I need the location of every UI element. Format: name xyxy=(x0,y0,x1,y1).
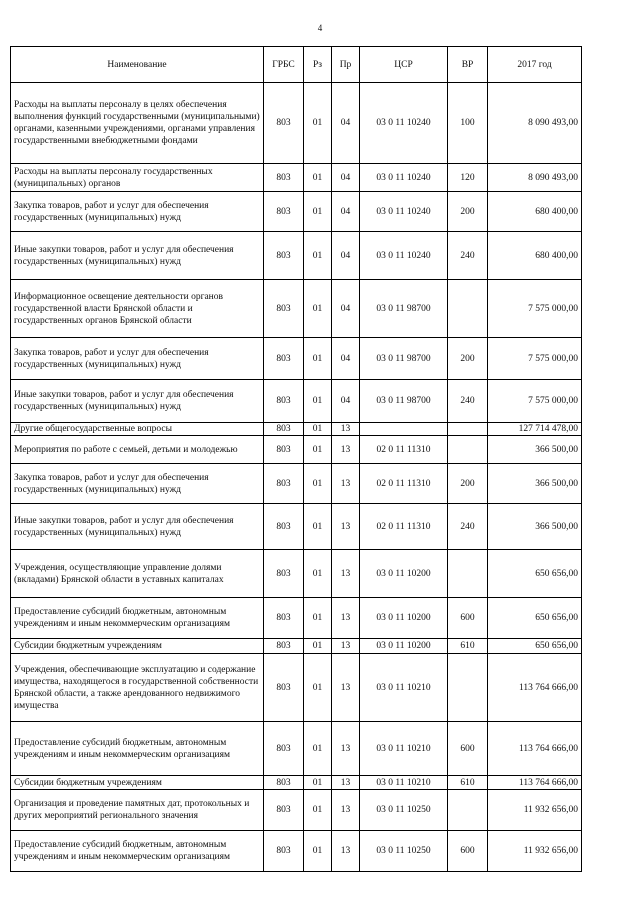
row-csr: 03 0 11 10240 xyxy=(360,192,448,232)
row-pr: 13 xyxy=(332,504,360,550)
row-vr xyxy=(448,550,488,598)
row-amount: 7 575 000,00 xyxy=(488,338,582,380)
row-grbs: 803 xyxy=(264,831,304,872)
row-csr: 03 0 11 10210 xyxy=(360,776,448,790)
row-rz: 01 xyxy=(304,722,332,776)
row-pr: 04 xyxy=(332,338,360,380)
row-amount: 650 656,00 xyxy=(488,598,582,639)
header-pr: Пр xyxy=(332,47,360,83)
row-csr: 03 0 11 98700 xyxy=(360,280,448,338)
row-amount: 113 764 666,00 xyxy=(488,654,582,722)
row-grbs: 803 xyxy=(264,380,304,423)
row-vr xyxy=(448,790,488,831)
row-vr: 610 xyxy=(448,639,488,654)
row-amount: 11 932 656,00 xyxy=(488,831,582,872)
row-vr: 200 xyxy=(448,464,488,504)
row-vr: 200 xyxy=(448,338,488,380)
row-pr: 13 xyxy=(332,722,360,776)
table-row xyxy=(11,280,582,338)
row-grbs: 803 xyxy=(264,232,304,280)
row-pr: 13 xyxy=(332,436,360,464)
row-pr: 13 xyxy=(332,831,360,872)
row-rz: 01 xyxy=(304,598,332,639)
row-name: Предоставление субсидий бюджетным, автономным учреждениям и иным некоммерческим организациям xyxy=(11,831,264,872)
row-name: Закупка товаров, работ и услуг для обеспечения государственных (муниципальных) нужд xyxy=(11,464,264,504)
row-grbs: 803 xyxy=(264,164,304,192)
row-name: Иные закупки товаров, работ и услуг для обеспечения государственных (муниципальных) нужд xyxy=(11,504,264,550)
table-row xyxy=(11,164,582,192)
row-grbs: 803 xyxy=(264,423,304,436)
table-header-row xyxy=(11,47,582,83)
row-csr: 03 0 11 10250 xyxy=(360,790,448,831)
row-name: Информационное освещение деятельности органов государственной власти Брянской области и государственных органов Брянской области xyxy=(11,280,264,338)
row-amount: 366 500,00 xyxy=(488,504,582,550)
row-name: Организация и проведение памятных дат, протокольных и других мероприятий регионального значения xyxy=(11,790,264,831)
row-name: Закупка товаров, работ и услуг для обеспечения государственных (муниципальных) нужд xyxy=(11,338,264,380)
row-csr: 02 0 11 11310 xyxy=(360,504,448,550)
row-csr: 03 0 11 98700 xyxy=(360,380,448,423)
table-row xyxy=(11,790,582,831)
table-row xyxy=(11,776,582,790)
row-csr: 03 0 11 10240 xyxy=(360,232,448,280)
row-rz: 01 xyxy=(304,464,332,504)
row-amount: 680 400,00 xyxy=(488,232,582,280)
row-pr: 04 xyxy=(332,280,360,338)
row-csr: 03 0 11 10250 xyxy=(360,831,448,872)
row-rz: 01 xyxy=(304,83,332,164)
row-pr: 04 xyxy=(332,83,360,164)
table-row xyxy=(11,380,582,423)
row-pr: 13 xyxy=(332,639,360,654)
table-row xyxy=(11,654,582,722)
header-rz: Рз xyxy=(304,47,332,83)
row-csr: 03 0 11 98700 xyxy=(360,338,448,380)
row-csr xyxy=(360,423,448,436)
row-vr: 610 xyxy=(448,776,488,790)
row-csr: 03 0 11 10210 xyxy=(360,722,448,776)
row-rz: 01 xyxy=(304,338,332,380)
row-amount: 127 714 478,00 xyxy=(488,423,582,436)
row-rz: 01 xyxy=(304,232,332,280)
row-pr: 13 xyxy=(332,598,360,639)
row-rz: 01 xyxy=(304,436,332,464)
row-pr: 04 xyxy=(332,232,360,280)
row-name: Предоставление субсидий бюджетным, автономным учреждениям и иным некоммерческим организациям xyxy=(11,722,264,776)
row-name: Иные закупки товаров, работ и услуг для обеспечения государственных (муниципальных) нужд xyxy=(11,380,264,423)
header-csr: ЦСР xyxy=(360,47,448,83)
row-name: Субсидии бюджетным учреждениям xyxy=(11,639,264,654)
table-row xyxy=(11,598,582,639)
row-vr: 600 xyxy=(448,598,488,639)
row-grbs: 803 xyxy=(264,338,304,380)
row-csr: 03 0 11 10210 xyxy=(360,654,448,722)
row-grbs: 803 xyxy=(264,83,304,164)
row-vr: 240 xyxy=(448,380,488,423)
row-rz: 01 xyxy=(304,776,332,790)
row-amount: 8 090 493,00 xyxy=(488,83,582,164)
row-vr xyxy=(448,436,488,464)
row-vr xyxy=(448,654,488,722)
table-row xyxy=(11,722,582,776)
row-rz: 01 xyxy=(304,280,332,338)
budget-table xyxy=(10,46,582,872)
row-rz: 01 xyxy=(304,550,332,598)
row-amount: 680 400,00 xyxy=(488,192,582,232)
row-name: Закупка товаров, работ и услуг для обеспечения государственных (муниципальных) нужд xyxy=(11,192,264,232)
row-grbs: 803 xyxy=(264,280,304,338)
row-name: Иные закупки товаров, работ и услуг для обеспечения государственных (муниципальных) нужд xyxy=(11,232,264,280)
row-grbs: 803 xyxy=(264,550,304,598)
row-vr: 100 xyxy=(448,83,488,164)
row-rz: 01 xyxy=(304,831,332,872)
row-rz: 01 xyxy=(304,164,332,192)
row-amount: 366 500,00 xyxy=(488,464,582,504)
row-rz: 01 xyxy=(304,504,332,550)
header-name: Наименование xyxy=(11,47,264,83)
row-grbs: 803 xyxy=(264,436,304,464)
table-body xyxy=(11,83,582,872)
row-rz: 01 xyxy=(304,639,332,654)
row-grbs: 803 xyxy=(264,192,304,232)
row-csr: 03 0 11 10240 xyxy=(360,83,448,164)
table-row xyxy=(11,464,582,504)
row-amount: 11 932 656,00 xyxy=(488,790,582,831)
row-grbs: 803 xyxy=(264,776,304,790)
row-vr: 200 xyxy=(448,192,488,232)
row-rz: 01 xyxy=(304,423,332,436)
row-amount: 113 764 666,00 xyxy=(488,722,582,776)
row-grbs: 803 xyxy=(264,639,304,654)
row-name: Расходы на выплаты персоналу в целях обеспечения выполнения функций государственными (муниципальными) органами, казенными учреждениями, органами управления государственными внебюджетными фондами xyxy=(11,83,264,164)
page-number: 4 xyxy=(317,23,323,33)
row-grbs: 803 xyxy=(264,790,304,831)
row-grbs: 803 xyxy=(264,654,304,722)
table-row xyxy=(11,83,582,164)
row-csr: 02 0 11 11310 xyxy=(360,464,448,504)
row-grbs: 803 xyxy=(264,504,304,550)
row-rz: 01 xyxy=(304,192,332,232)
row-name: Субсидии бюджетным учреждениям xyxy=(11,776,264,790)
row-pr: 04 xyxy=(332,192,360,232)
row-pr: 13 xyxy=(332,776,360,790)
table-row xyxy=(11,338,582,380)
row-name: Учреждения, обеспечивающие эксплуатацию и содержание имущества, находящегося в государственной собственности Брянской области, а также арендованного недвижимого имущества xyxy=(11,654,264,722)
row-pr: 13 xyxy=(332,550,360,598)
row-pr: 04 xyxy=(332,164,360,192)
row-amount: 650 656,00 xyxy=(488,639,582,654)
row-grbs: 803 xyxy=(264,722,304,776)
table-row xyxy=(11,423,582,436)
row-rz: 01 xyxy=(304,380,332,423)
row-vr: 240 xyxy=(448,232,488,280)
row-csr: 03 0 11 10200 xyxy=(360,639,448,654)
table-row xyxy=(11,550,582,598)
table-row xyxy=(11,192,582,232)
row-grbs: 803 xyxy=(264,464,304,504)
row-amount: 650 656,00 xyxy=(488,550,582,598)
row-csr: 03 0 11 10200 xyxy=(360,550,448,598)
row-name: Мероприятия по работе с семьей, детьми и молодежью xyxy=(11,436,264,464)
row-name: Учреждения, осуществляющие управление долями (вкладами) Брянской области в уставных капиталах xyxy=(11,550,264,598)
row-pr: 13 xyxy=(332,790,360,831)
table-row xyxy=(11,504,582,550)
row-pr: 04 xyxy=(332,380,360,423)
table-row xyxy=(11,831,582,872)
row-csr: 03 0 11 10240 xyxy=(360,164,448,192)
row-csr: 03 0 11 10200 xyxy=(360,598,448,639)
row-vr: 600 xyxy=(448,831,488,872)
row-amount: 8 090 493,00 xyxy=(488,164,582,192)
row-grbs: 803 xyxy=(264,598,304,639)
row-pr: 13 xyxy=(332,464,360,504)
header-amount: 2017 год xyxy=(488,47,582,83)
row-name: Расходы на выплаты персоналу государственных (муниципальных) органов xyxy=(11,164,264,192)
row-vr: 600 xyxy=(448,722,488,776)
header-grbs: ГРБС xyxy=(264,47,304,83)
row-vr: 240 xyxy=(448,504,488,550)
row-amount: 366 500,00 xyxy=(488,436,582,464)
row-pr: 13 xyxy=(332,423,360,436)
row-vr xyxy=(448,280,488,338)
row-csr: 02 0 11 11310 xyxy=(360,436,448,464)
row-pr: 13 xyxy=(332,654,360,722)
table-row xyxy=(11,232,582,280)
row-name: Предоставление субсидий бюджетным, автономным учреждениям и иным некоммерческим организациям xyxy=(11,598,264,639)
table-row xyxy=(11,436,582,464)
row-amount: 7 575 000,00 xyxy=(488,280,582,338)
row-rz: 01 xyxy=(304,654,332,722)
row-amount: 7 575 000,00 xyxy=(488,380,582,423)
row-name: Другие общегосударственные вопросы xyxy=(11,423,264,436)
header-vr: ВР xyxy=(448,47,488,83)
table-row xyxy=(11,639,582,654)
row-amount: 113 764 666,00 xyxy=(488,776,582,790)
row-vr xyxy=(448,423,488,436)
row-rz: 01 xyxy=(304,790,332,831)
row-vr: 120 xyxy=(448,164,488,192)
